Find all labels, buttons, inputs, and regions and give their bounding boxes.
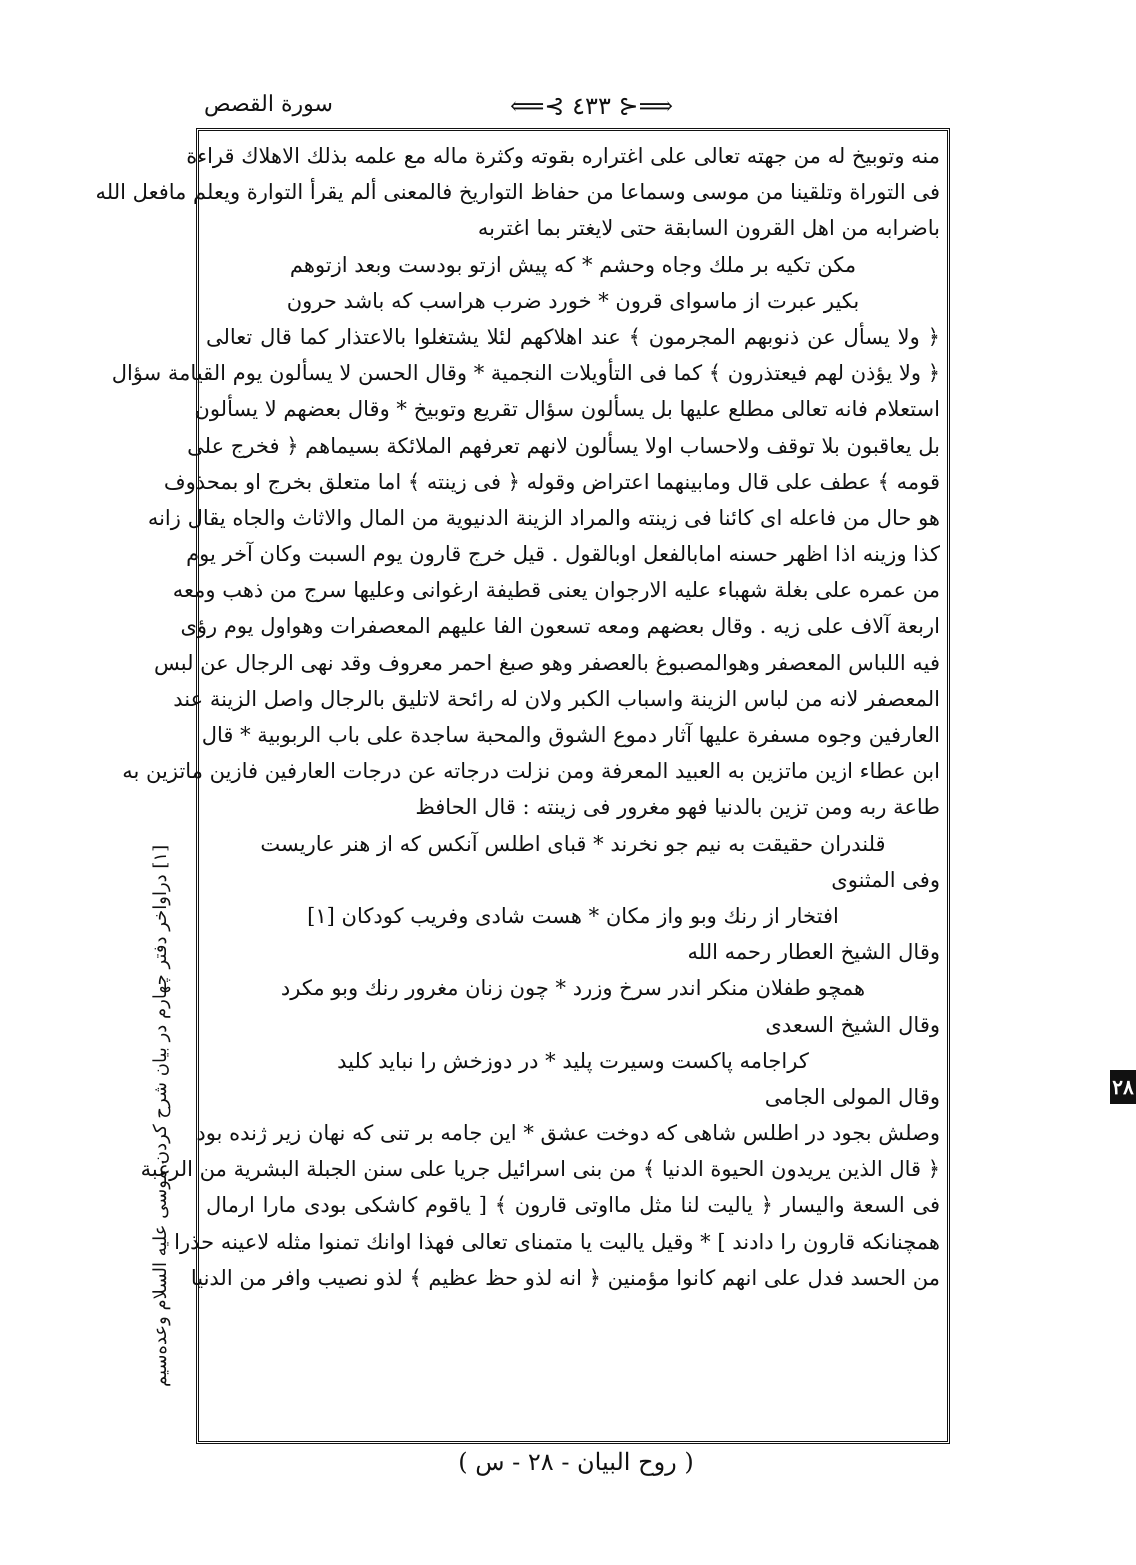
- page-number-text: ٤٣٣: [572, 92, 611, 120]
- page-header: [200, 92, 952, 132]
- text-line: منه وتوبيخ له من جهته تعالى على اغتراره بقوته وكثرة ماله مع علمه بذلك الاهلاك قراءة: [186, 144, 940, 168]
- verse-line: مكن تكيه بر ملك وجاه وحشم * كه پيش ازتو بودست وبعد ازتوهم: [289, 252, 857, 277]
- margin-note: [١] دراواخر دفتر چهارم در بيان شرح كردن موسى عليه السلام وعده‌سيم: [150, 845, 171, 1388]
- text-line: هو حال من فاعله اى كائنا فى زينته والمراد الزينة الدنيوية من المال والاثاث والجاه يقال زانه: [147, 505, 940, 530]
- text-line: ﴿ ولا يؤذن لهم فيعتذرون ﴾ كما فى التأويلات النجمية * وقال الحسن لا يسألون يوم القيامة سؤال: [111, 361, 940, 386]
- text-line: باضرابه من اهل القرون السابقة حتى لايغتر بما اغتربه: [477, 216, 940, 241]
- text-line: من الحسد فدل على انهم كانوا مؤمنين ﴿ انه لذو حظ عظيم ﴾ لذو نصيب وافر من الدنيا: [190, 1265, 940, 1290]
- text-line: استعلام فانه تعالى مطلع عليها بل يسألون سؤال تقريع وتوبيخ * وقال بعضهم لا يسألون: [194, 397, 940, 422]
- text-line: همچنانكه قارون را دادند ] * وقيل ياليت يا متمناى تعالى فهذا اوانك تمنوا مثله لاعينه حذرا: [174, 1229, 940, 1254]
- verse-line: همچو طفلان منكر اندر سرخ وزرد * چون زنان مغرور رنك وبو مكرد: [280, 976, 866, 1001]
- verse-line: بكير عبرت از ماسواى قرون * خورد ضرب هراسب كه باشد حرون: [286, 288, 860, 313]
- surah-title: سورة القصص: [204, 92, 333, 117]
- text-line: بل يعاقبون بلا توقف ولاحساب اولا يسألون لانهم تعرفهم الملائكة بسيماهم ﴿ فخرج على: [187, 433, 940, 458]
- text-line: قومه ﴾ عطف على قال ومابينهما اعتراض وقوله ﴿ فى زينته ﴾ اما متعلق بخرج او بمحذوف: [163, 469, 940, 494]
- verse-line: قلندران حقيقت به نيم جو نخرند * قباى اطلس آنكس كه از هنر عاريست: [260, 831, 886, 856]
- text-line: فيه اللباس المعصفر وهوالمصبوغ بالعصفر وهو صبغ احمر معروف وقد نهى الرجال عن لبس: [154, 650, 940, 675]
- text-line: كذا وزينه اذا اظهر حسنه امابالفعل اوبالقول . قيل خرج قارون يوم السبت وكان آخر يوم: [186, 542, 940, 567]
- section-label: وقال الشيخ العطار رحمه الله: [687, 940, 940, 965]
- page-number: [510, 92, 673, 120]
- text-line: المعصفر لانه من لباس الزينة واسباب الكبر ولان له رائحة لاتليق بالرجال واصل الزينة عند: [173, 686, 940, 711]
- verse-line: افتخار از رنك وبو واز مكان * هست شادى وفريب كودكان [١]: [307, 903, 839, 928]
- text-line: ﴿ قال الذين يريدون الحيوة الدنيا ﴾ من بنى اسرائيل جريا على سنن الجبلة البشرية من الرغبة: [140, 1157, 940, 1182]
- ornament-right: ⊱⟹: [610, 92, 673, 120]
- text-line: ابن عطاء ازين ماتزين به العبيد المعرفة ومن نزلت درجاته عن درجات العارفين فازين ماتزين به: [122, 759, 940, 784]
- text-line: فى السعة واليسار ﴿ ياليت لنا مثل مااوتى قارون ﴾ [ ياقوم كاشكى بودى مارا ارمال: [206, 1193, 940, 1218]
- ornament-left: ⟸⊰: [510, 92, 573, 120]
- text-line: فى التوراة وتلقينا من موسى وسماعا من حفاظ التواريخ فالمعنى ألم يقرأ التوارة ويعلم مافعل الله: [95, 180, 940, 205]
- text-line: العارفين وجوه مسفرة عليها آثار دموع الشوق والمحبة ساجدة على باب الربوبية * قال: [201, 723, 940, 747]
- text-line: من عمره على بغلة شهباء عليه الارجوان يعنى قطيفة ارغوانى وعليها سرج من ذهب ومعه: [172, 578, 940, 603]
- verse-line: كراجامه پاكست وسيرت پليد * در دوزخش را نبايد كليد: [337, 1048, 809, 1073]
- text-line: طاعة ربه ومن تزين بالدنيا فهو مغرور فى زينته : قال الحافظ: [415, 795, 940, 820]
- text-line: ﴿ ولا يسأل عن ذنوبهم المجرمون ﴾ عند اهلاكهم لئلا يشتغلوا بالاعتذار كما قال تعالى: [206, 324, 940, 349]
- juz-edge-marker: ٢٨: [1110, 1070, 1136, 1104]
- text-line: اربعة آلاف على زيه . وقال بعضهم ومعه تسعون الفا عليهم المعصفرات وهواول يوم رؤى: [180, 614, 940, 639]
- section-label: وفى المثنوى: [831, 867, 940, 892]
- verse-line: وصلش بجود در اطلس شاهى كه دوخت عشق * اين جامه بر تنى كه نهان زير ژنده بود: [196, 1121, 940, 1146]
- page-footer: ( روح البيان - ٢٨ - س ): [458, 1448, 694, 1476]
- section-label: وقال المولى الجامى: [764, 1084, 940, 1109]
- section-label: وقال الشيخ السعدى: [765, 1012, 940, 1037]
